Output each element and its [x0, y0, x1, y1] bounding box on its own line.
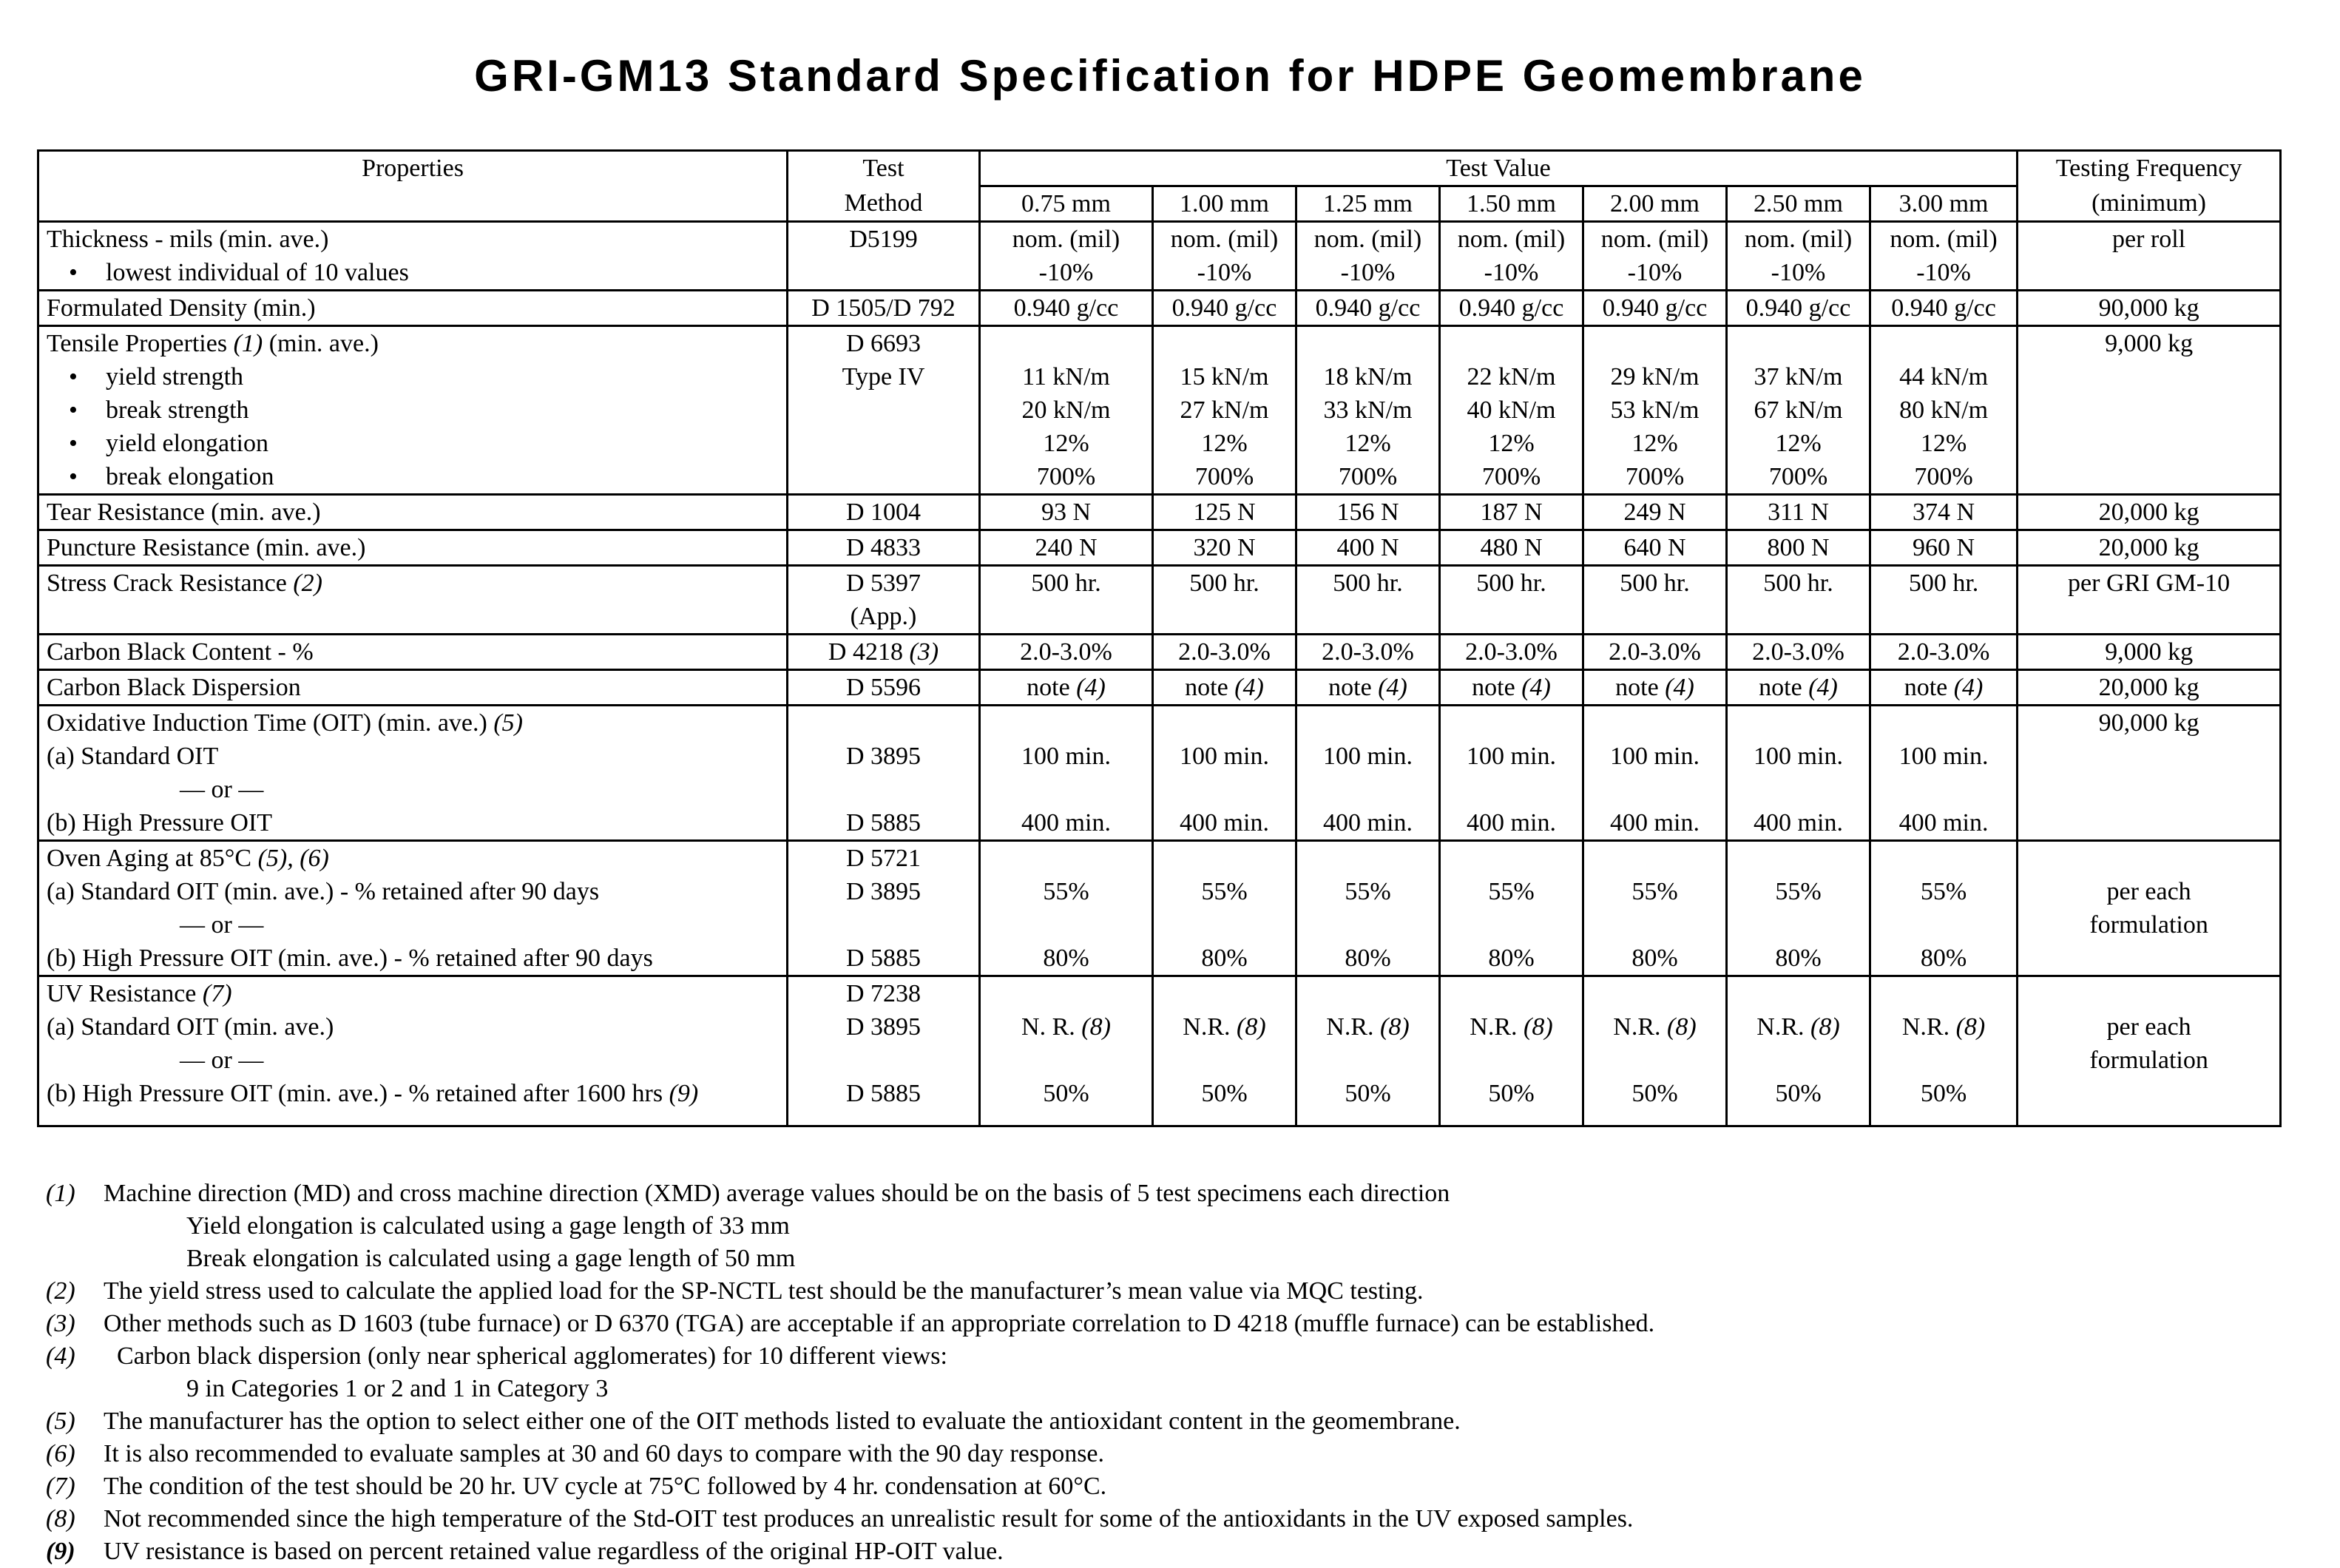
value-cell: 187 N	[1440, 495, 1583, 530]
value-cell: 800 N	[1727, 530, 1870, 566]
value-cell: note (4)	[1727, 670, 1870, 706]
value-cell: 125 N	[1153, 495, 1296, 530]
value-cell: 480 N	[1440, 530, 1583, 566]
value-cell: 240 N	[980, 530, 1153, 566]
property-cell	[38, 222, 788, 291]
frequency-cell: 9,000 kg	[2018, 635, 2281, 670]
header-frequency: Testing Frequency	[2018, 151, 2281, 186]
value-cell: 2.0-3.0%	[980, 635, 1153, 670]
value-cell: 0.940 g/cc	[1153, 291, 1296, 326]
row-carbon-black-dispersion	[38, 670, 2281, 706]
property-label: Thickness - mils (min. ave.)	[47, 226, 329, 253]
header-thickness: 1.50 mm	[1440, 186, 1583, 222]
method-cell: D 6693 Type IV	[788, 326, 980, 495]
value-cell: 500 hr.	[1583, 566, 1727, 635]
header-thickness: 1.25 mm	[1296, 186, 1440, 222]
method-cell: D 5397 (App.)	[788, 566, 980, 635]
value-cell: nom. (mil) -10%	[1440, 222, 1583, 291]
method-cell: D 7238 D 3895 D 5885	[788, 976, 980, 1126]
footnote-sub: Yield elongation is calculated using a gage length of 33 mm	[186, 1212, 790, 1240]
value-cell: 100 min. 400 min.	[1870, 706, 2018, 841]
value-cell: nom. (mil) -10%	[980, 222, 1153, 291]
method-cell: D 3895 D 5885	[788, 706, 980, 841]
row-puncture	[38, 530, 2281, 566]
method-cell: D 4833	[788, 530, 980, 566]
footnote-sub: Break elongation is calculated using a gage length of 50 mm	[186, 1245, 796, 1272]
value-cell: 2.0-3.0%	[1727, 635, 1870, 670]
frequency-cell: per roll	[2018, 222, 2281, 291]
value-cell: nom. (mil) -10%	[1583, 222, 1727, 291]
value-cell: N.R. (8) 50%	[1296, 976, 1440, 1126]
frequency-cell: per GRI GM-10	[2018, 566, 2281, 635]
method-cell: D 1505/D 792	[788, 291, 980, 326]
value-cell: 2.0-3.0%	[1296, 635, 1440, 670]
header-properties: Properties	[38, 151, 788, 186]
value-cell: 100 min. 400 min.	[1153, 706, 1296, 841]
value-cell: 2.0-3.0%	[1153, 635, 1296, 670]
frequency-cell: 90,000 kg	[2018, 706, 2281, 841]
header-thickness: 2.50 mm	[1727, 186, 1870, 222]
frequency-cell: 20,000 kg	[2018, 530, 2281, 566]
value-cell: 55% 80%	[1870, 841, 2018, 976]
value-cell: 100 min. 400 min.	[1440, 706, 1583, 841]
value-cell: N.R. (8) 50%	[1583, 976, 1727, 1126]
value-cell: 55% 80%	[1440, 841, 1583, 976]
frequency-cell: 9,000 kg	[2018, 326, 2281, 495]
value-cell: 100 min. 400 min.	[1727, 706, 1870, 841]
property-sub: • yield elongation	[47, 427, 779, 460]
value-cell: 55% 80%	[1296, 841, 1440, 976]
value-cell: 18 kN/m 33 kN/m 12% 700%	[1296, 326, 1440, 495]
frequency-cell: 20,000 kg	[2018, 670, 2281, 706]
value-cell: nom. (mil) -10%	[1296, 222, 1440, 291]
frequency-cell: 90,000 kg	[2018, 291, 2281, 326]
value-cell: note (4)	[980, 670, 1153, 706]
value-cell: note (4)	[1153, 670, 1296, 706]
property-label: Tear Resistance (min. ave.)	[38, 495, 788, 530]
row-oven-aging	[38, 841, 2281, 976]
property-sub: • break elongation	[47, 460, 779, 493]
value-cell: 29 kN/m 53 kN/m 12% 700%	[1583, 326, 1727, 495]
value-cell: 44 kN/m 80 kN/m 12% 700%	[1870, 326, 2018, 495]
value-cell: 100 min. 400 min.	[1296, 706, 1440, 841]
footnote-sub: 9 in Categories 1 or 2 and 1 in Category 3	[186, 1375, 609, 1402]
row-thickness	[38, 222, 2281, 291]
value-cell: 11 kN/m 20 kN/m 12% 700%	[980, 326, 1153, 495]
property-label: Stress Crack Resistance (2)	[38, 566, 788, 635]
value-cell: N.R. (8) 50%	[1870, 976, 2018, 1126]
method-cell: D5199	[788, 222, 980, 291]
value-cell: 22 kN/m 40 kN/m 12% 700%	[1440, 326, 1583, 495]
footnote: (7) The condition of the test should be 20 hr. UV cycle at 75°C followed by 4 hr. condensation at 60°C.	[46, 1473, 1107, 1500]
method-cell: D 5596	[788, 670, 980, 706]
value-cell: 311 N	[1727, 495, 1870, 530]
value-cell: 640 N	[1583, 530, 1727, 566]
value-cell: 15 kN/m 27 kN/m 12% 700%	[1153, 326, 1296, 495]
row-tear	[38, 495, 2281, 530]
method-cell: D 5721 D 3895 D 5885	[788, 841, 980, 976]
property-label: Carbon Black Content - %	[38, 635, 788, 670]
value-cell: 960 N	[1870, 530, 2018, 566]
property-cell: Oven Aging at 85°C (5), (6) (a) Standard OIT (min. ave.) - % retained after 90 days — or — (b) High Pressure OIT (min. ave.) - % retained after 90 days	[38, 841, 788, 976]
header-thickness: 1.00 mm	[1153, 186, 1296, 222]
value-cell: 0.940 g/cc	[980, 291, 1153, 326]
row-uv-resistance	[38, 976, 2281, 1126]
value-cell: 374 N	[1870, 495, 2018, 530]
header-thickness: 2.00 mm	[1583, 186, 1727, 222]
property-sub: • lowest individual of 10 values	[47, 256, 779, 289]
value-cell: 2.0-3.0%	[1870, 635, 2018, 670]
row-oit	[38, 706, 2281, 841]
footnote: (4) Carbon black dispersion (only near spherical agglomerates) for 10 different views:	[46, 1342, 947, 1370]
property-cell: Oxidative Induction Time (OIT) (min. ave.) (5) (a) Standard OIT — or — (b) High Pressure OIT	[38, 706, 788, 841]
value-cell: 500 hr.	[1440, 566, 1583, 635]
page-title: GRI-GM13 Standard Specification for HDPE Geomembrane	[474, 51, 1866, 101]
value-cell: 249 N	[1583, 495, 1727, 530]
value-cell: 500 hr.	[1296, 566, 1440, 635]
value-cell: 2.0-3.0%	[1440, 635, 1583, 670]
row-carbon-black-content	[38, 635, 2281, 670]
value-cell: 156 N	[1296, 495, 1440, 530]
header-test-value: Test Value	[980, 151, 2018, 186]
footnotes	[46, 1177, 2309, 1568]
row-stress-crack	[38, 566, 2281, 635]
value-cell: 0.940 g/cc	[1583, 291, 1727, 326]
footnote: (5) The manufacturer has the option to select either one of the OIT methods listed to evaluate the antioxidant content in the geomembrane.	[46, 1408, 1461, 1435]
value-cell: 93 N	[980, 495, 1153, 530]
header-row-2	[38, 186, 2281, 222]
footnote: (8) Not recommended since the high temperature of the Std-OIT test produces an unrealistic result for some of the antioxidants in the UV exposed samples.	[46, 1505, 1634, 1532]
method-cell: D 1004	[788, 495, 980, 530]
method-cell: D 4218 (3)	[788, 635, 980, 670]
frequency-cell: 20,000 kg	[2018, 495, 2281, 530]
value-cell: N.R. (8) 50%	[1727, 976, 1870, 1126]
header-test: Test	[788, 151, 980, 186]
footnote: (2) The yield stress used to calculate the applied load for the SP-NCTL test should be the manufacturer’s mean value via MQC testing.	[46, 1277, 1424, 1305]
value-cell: nom. (mil) -10%	[1870, 222, 2018, 291]
value-cell: 320 N	[1153, 530, 1296, 566]
property-sub: • break strength	[47, 393, 779, 427]
value-cell: 500 hr.	[1153, 566, 1296, 635]
value-cell: 0.940 g/cc	[1440, 291, 1583, 326]
property-label: Puncture Resistance (min. ave.)	[38, 530, 788, 566]
header-method: Method	[788, 186, 980, 222]
footnote: (6) It is also recommended to evaluate samples at 30 and 60 days to compare with the 90 day response.	[46, 1440, 1105, 1467]
property-sub: • yield strength	[47, 360, 779, 393]
value-cell: 55% 80%	[1727, 841, 1870, 976]
value-cell: 55% 80%	[1583, 841, 1727, 976]
frequency-cell: per each formulation	[2018, 841, 2281, 976]
value-cell: 100 min. 400 min.	[1583, 706, 1727, 841]
value-cell: N. R. (8) 50%	[980, 976, 1153, 1126]
row-tensile	[38, 326, 2281, 495]
value-cell: 0.940 g/cc	[1727, 291, 1870, 326]
value-cell: 500 hr.	[1870, 566, 2018, 635]
value-cell: note (4)	[1296, 670, 1440, 706]
value-cell: 100 min. 400 min.	[980, 706, 1153, 841]
header-thickness: 3.00 mm	[1870, 186, 2018, 222]
frequency-cell: per each formulation	[2018, 976, 2281, 1126]
header-thickness: 0.75 mm	[980, 186, 1153, 222]
specification-table	[37, 149, 2282, 1127]
value-cell: 55% 80%	[980, 841, 1153, 976]
footnote: (1) Machine direction (MD) and cross machine direction (XMD) average values should be on the basis of 5 test specimens each direction	[46, 1180, 1450, 1207]
value-cell: 500 hr.	[980, 566, 1153, 635]
row-density	[38, 291, 2281, 326]
value-cell: note (4)	[1583, 670, 1727, 706]
header-row-1	[38, 151, 2281, 186]
value-cell: 0.940 g/cc	[1296, 291, 1440, 326]
value-cell: nom. (mil) -10%	[1153, 222, 1296, 291]
value-cell: 55% 80%	[1153, 841, 1296, 976]
value-cell: 400 N	[1296, 530, 1440, 566]
value-cell: N.R. (8) 50%	[1440, 976, 1583, 1126]
value-cell: 2.0-3.0%	[1583, 635, 1727, 670]
value-cell: N.R. (8) 50%	[1153, 976, 1296, 1126]
property-label: Carbon Black Dispersion	[38, 670, 788, 706]
property-cell: UV Resistance (7) (a) Standard OIT (min. ave.) — or — (b) High Pressure OIT (min. ave.) - % retained after 1600 hrs (9)	[38, 976, 788, 1126]
header-properties-blank	[38, 186, 788, 222]
property-label: Formulated Density (min.)	[38, 291, 788, 326]
footnote: (3) Other methods such as D 1603 (tube furnace) or D 6370 (TGA) are acceptable if an appropriate correlation to D 4218 (muffle furnace) can be established.	[46, 1310, 1655, 1337]
value-cell: note (4)	[1440, 670, 1583, 706]
value-cell: 37 kN/m 67 kN/m 12% 700%	[1727, 326, 1870, 495]
value-cell: nom. (mil) -10%	[1727, 222, 1870, 291]
value-cell: note (4)	[1870, 670, 2018, 706]
property-cell: Tensile Properties (1) (min. ave.) • yield strength • break strength • yield elongation • break elongation	[38, 326, 788, 495]
value-cell: 500 hr.	[1727, 566, 1870, 635]
header-frequency-minimum: (minimum)	[2018, 186, 2281, 222]
footnote: (9) UV resistance is based on percent retained value regardless of the original HP-OIT value.	[46, 1538, 1004, 1565]
value-cell: 0.940 g/cc	[1870, 291, 2018, 326]
